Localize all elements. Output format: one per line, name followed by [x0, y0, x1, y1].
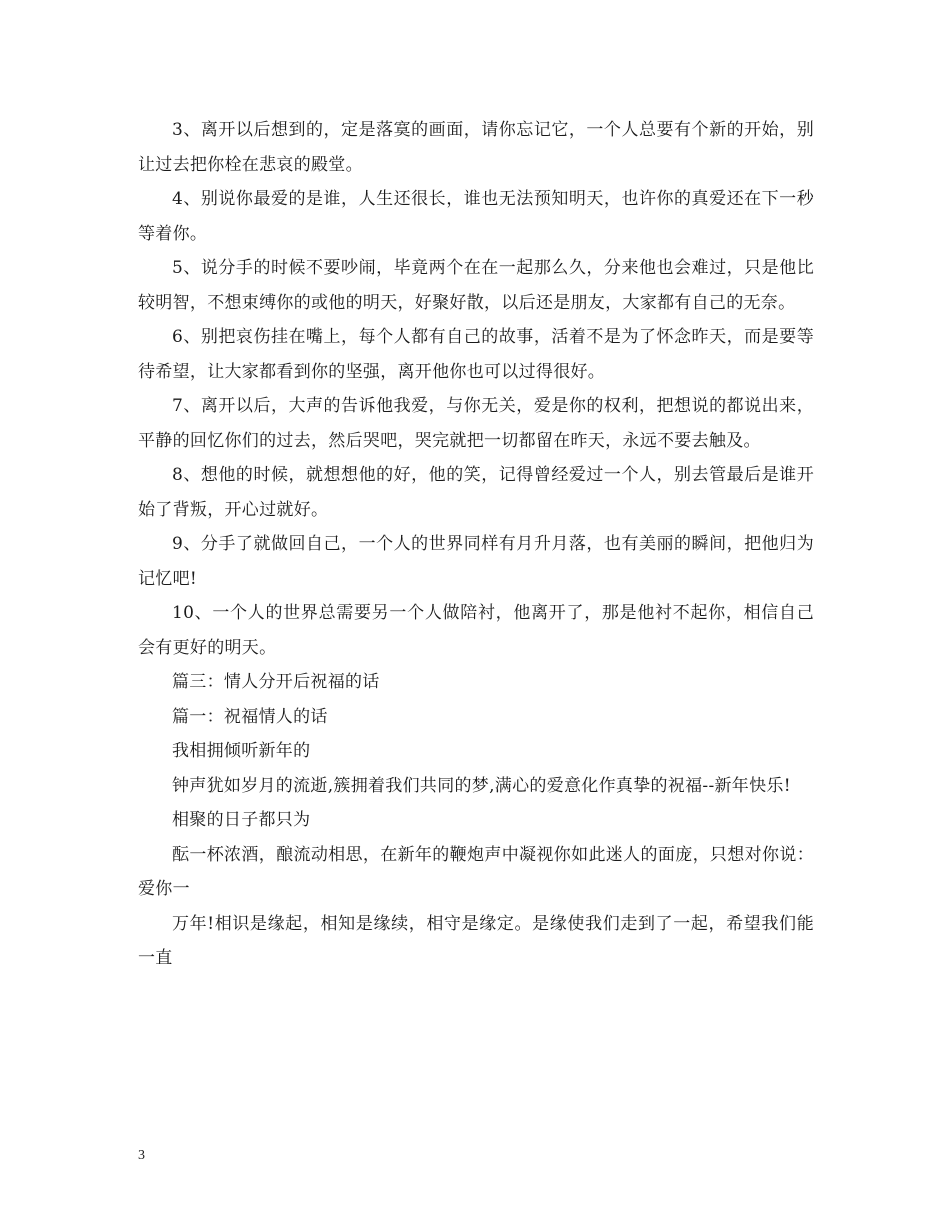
- body-paragraph: 酝一杯浓酒，酿流动相思，在新年的鞭炮声中凝视你如此迷人的面庞，只想对你说：爱你一: [138, 844, 814, 899]
- paragraph-item-10: 10、一个人的世界总需要另一个人做陪衬，他离开了，那是他衬不起你，相信自己会有更好的明天。: [138, 603, 814, 658]
- paragraph-item-5: 5、说分手的时候不要吵闹，毕竟两个在在一起那么久，分来他也会难过，只是他比较明智，不想束缚你的或他的明天，好聚好散，以后还是朋友，大家都有自己的无奈。: [138, 258, 814, 313]
- paragraph-item-9: 9、分手了就做回自己，一个人的世界同样有月升月落，也有美丽的瞬间，把他归为记忆吧!: [138, 534, 814, 589]
- body-paragraph: 相聚的日子都只为: [172, 810, 311, 830]
- paragraph-item-7: 7、离开以后，大声的告诉他我爱，与你无关，爱是你的权利，把想说的都说出来，平静的回忆你们的过去，然后哭吧，哭完就把一切都留在昨天，永远不要去触及。: [138, 396, 814, 451]
- section-heading: 篇三：情人分开后祝福的话: [172, 672, 380, 692]
- body-paragraph: 万年!相识是缘起，相知是缘续，相守是缘定。是缘使我们走到了一起，希望我们能一直: [138, 913, 814, 968]
- paragraph-item-6: 6、别把哀伤挂在嘴上，每个人都有自己的故事，活着不是为了怀念昨天，而是要等待希望，让大家都看到你的坚强，离开他你也可以过得很好。: [138, 327, 814, 382]
- page-number: 3: [138, 1148, 145, 1163]
- subsection-heading: 篇一：祝福情人的话: [172, 706, 328, 727]
- paragraph-item-3: 3、离开以后想到的，定是落寞的画面，请你忘记它，一个人总要有个新的开始，别让过去把你栓在悲哀的殿堂。: [138, 120, 814, 175]
- body-paragraph: 我相拥倾听新年的: [172, 741, 311, 761]
- body-paragraph: 钟声犹如岁月的流逝,簇拥着我们共同的梦,满心的爱意化作真挚的祝福--新年快乐!: [172, 775, 791, 796]
- paragraph-item-8: 8、想他的时候，就想想他的好，他的笑，记得曾经爱过一个人，别去管最后是谁开始了背叛，开心过就好。: [138, 465, 814, 520]
- paragraph-item-4: 4、别说你最爱的是谁，人生还很长，谁也无法预知明天，也许你的真爱还在下一秒等着你。: [138, 189, 814, 244]
- document-body: [138, 113, 814, 976]
